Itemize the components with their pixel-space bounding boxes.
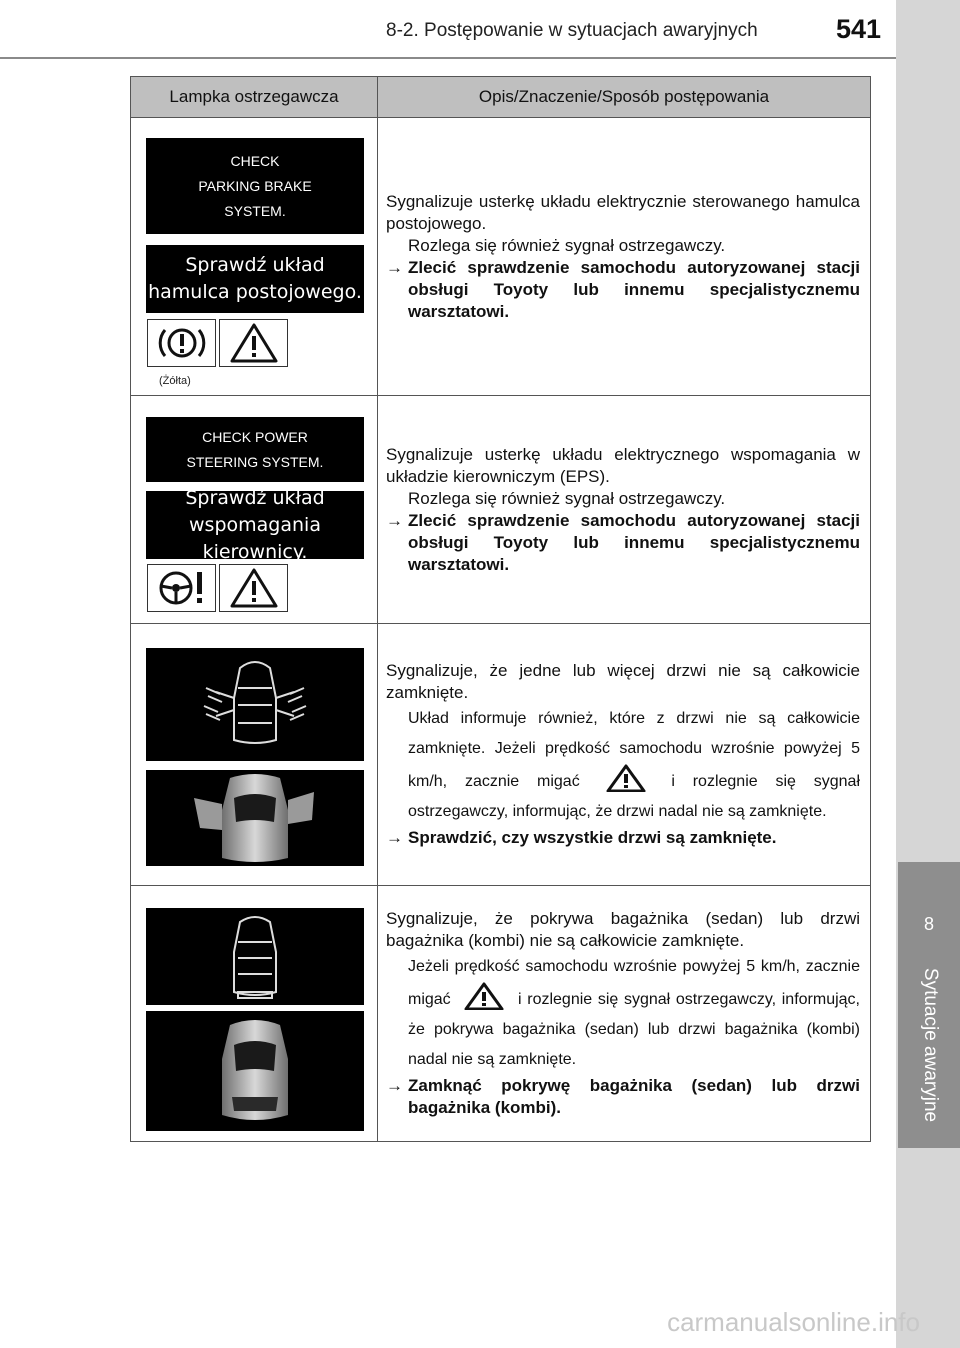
icon-color-caption: (Żółta) [159, 375, 191, 387]
warning-triangle-icon [219, 319, 288, 367]
car-doors-open-image [146, 770, 364, 866]
display-message-pl: Sprawdź układ wspomagania kierownicy. [146, 491, 364, 559]
warning-triangle-icon [219, 564, 288, 612]
action-instruction: → Zamknąć pokrywę bagażnika (sedan) lub drzwi bagażnika (kombi). [386, 1076, 860, 1117]
description-subtext: Układ informuje również, które z drzwi nie są całkowicie zamknięte. Jeżeli prędkość samochodu wzrośnie powyżej 5 km/h, zacznie migać i rozlegnie się sygnał ostrzegawczy, informując, że drzwi nadal nie są zamknięte. [408, 710, 860, 820]
display-message-pl: Sprawdź układ hamulca postojowego. [146, 245, 364, 313]
arrow-icon: → [386, 257, 403, 277]
trunk-open-pictogram [146, 908, 364, 1005]
display-message-en: CHECK POWER STEERING SYSTEM. [146, 417, 364, 482]
description-text: Sygnalizuje usterkę układu elektrycznie sterowanego hamulca postojowego. [386, 191, 860, 233]
table-row [131, 624, 870, 886]
display-message-en: CHECK PARKING BRAKE SYSTEM. [146, 138, 364, 234]
table-row [131, 886, 870, 1141]
description-subtext: Rozlega się również sygnał ostrzegawczy. [408, 488, 726, 508]
chapter-label: Sytuacje awaryjne [920, 967, 941, 1123]
description-text: Sygnalizuje usterkę układu elektrycznego wspomagania w układzie kierowniczym (EPS). [386, 444, 860, 486]
page-number: 541 [836, 14, 882, 44]
description-text: Sygnalizuje, że jedne lub więcej drzwi nie są całkowicie zamknięte. [386, 661, 860, 702]
table-header [131, 77, 870, 118]
action-instruction: → Zlecić sprawdzenie samochodu autoryzowanej stacji obsługi Toyoty lub innemu specjalistycznemu warsztatowi. [386, 257, 860, 321]
action-instruction: → Sprawdzić, czy wszystkie drzwi są zamknięte. [386, 828, 777, 847]
warning-triangle-icon [462, 982, 506, 1010]
warning-triangle-icon [604, 764, 648, 792]
description-subtext: Rozlega się również sygnał ostrzegawczy. [408, 235, 726, 255]
column-header-description: Opis/Znaczenie/Sposób postępowania [478, 87, 770, 106]
column-header-lamp: Lampka ostrzegawcza [131, 77, 378, 117]
description-text: Sygnalizuje, że pokrywa bagażnika (sedan) lub drzwi bagażnika (kombi) nie są całkowicie zamknięte. [386, 909, 860, 950]
arrow-icon: → [386, 510, 403, 530]
warning-lights-table [130, 76, 871, 1142]
arrow-icon: → [386, 828, 403, 847]
description-subtext: Jeżeli prędkość samochodu wzrośnie powyżej 5 km/h, zacznie migać i rozlegnie się sygnał ostrzegawczy, informując, że pokrywa bagażnika (sedan) lub drzwi bagażnika (kombi) nadal nie są zamknięte. [408, 958, 860, 1068]
arrow-icon: → [386, 1076, 403, 1095]
running-header: 8-2. Postępowanie w sytuacjach awaryjnych [386, 20, 758, 41]
door-open-pictogram [146, 648, 364, 761]
parking-brake-warning-icon [147, 319, 216, 367]
action-instruction: → Zlecić sprawdzenie samochodu autoryzowanej stacji obsługi Toyoty lub innemu specjalistycznemu warsztatowi. [386, 510, 860, 574]
table-row [131, 396, 870, 624]
chapter-number: 8 [923, 914, 934, 934]
chapter-tab [898, 862, 960, 1148]
watermark: carmanualsonline.info [667, 1307, 920, 1337]
steering-warning-icon [147, 564, 216, 612]
table-row [131, 118, 870, 396]
car-trunk-open-image [146, 1011, 364, 1131]
header-divider [0, 57, 896, 59]
